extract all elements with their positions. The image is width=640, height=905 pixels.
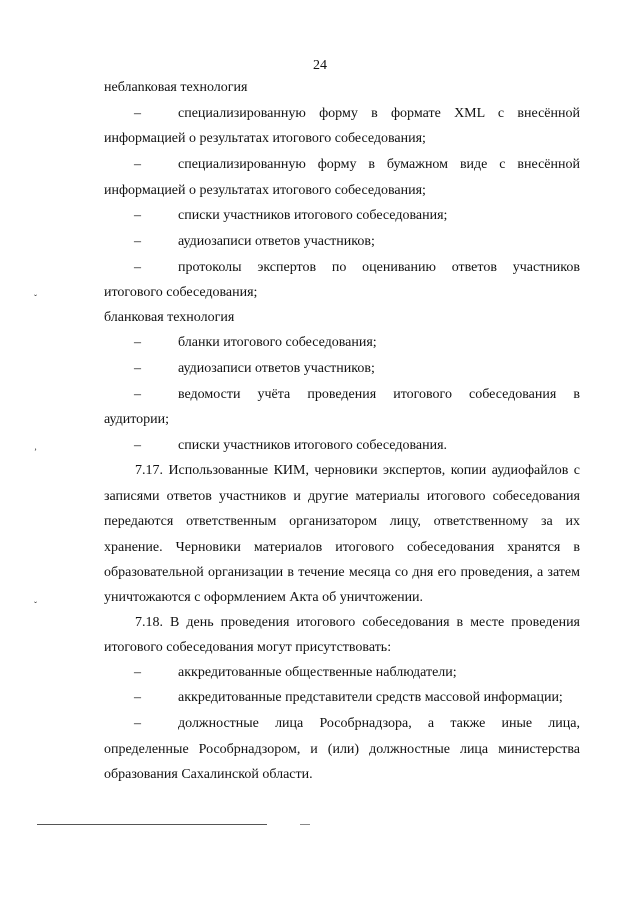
text-line: образования Сахалинской области. [104, 767, 313, 782]
text-line: информацией о результатах итогового собеседования; [104, 131, 426, 146]
scan-mark: ʼ [34, 447, 37, 457]
list-dash: – [134, 157, 141, 172]
text-line: должностные лица Рособрнадзора, а также иные лица, [178, 716, 580, 731]
paragraph-line: 7.17. Использованные КИМ, черновики экспертов, копии аудиофайлов с [135, 463, 580, 478]
list-dash: – [134, 260, 141, 275]
paragraph-line: образовательной организации в течение месяца со дня его проведения, а затем [104, 565, 580, 580]
scan-mark: ˇ [34, 293, 37, 303]
page-number: 24 [313, 58, 327, 73]
list-dash: – [134, 665, 141, 680]
text-line: информацией о результатах итогового собеседования; [104, 183, 426, 198]
text-line: специализированную форму в бумажном виде с внесённой [178, 157, 580, 172]
paragraph-line: 7.18. В день проведения итогового собеседования в месте проведения [135, 615, 580, 630]
list-dash: – [134, 361, 141, 376]
footer-rule-fragment [300, 824, 310, 825]
text-line: списки участников итогового собеседования; [178, 208, 448, 223]
list-dash: – [134, 716, 141, 731]
text-line: неблanковая технология [104, 80, 248, 95]
text-line: списки участников итогового собеседования. [178, 438, 448, 453]
list-dash: – [134, 690, 141, 705]
paragraph-line: передаются ответственным организатором лицу, ответственному за их [104, 514, 580, 529]
text-line: бланковая технология [104, 310, 235, 325]
text-line: специализированную форму в формате XML с внесённой [178, 106, 580, 121]
list-dash: – [134, 438, 141, 453]
list-dash: – [134, 106, 141, 121]
text-line: аудиозаписи ответов участников; [178, 234, 375, 249]
list-dash: – [134, 335, 141, 350]
paragraph-line: хранение. Черновики материалов итогового собеседования хранятся в [104, 540, 580, 555]
text-line: аудитории; [104, 412, 170, 427]
paragraph-line: записями ответов участников и другие материалы итогового собеседования [104, 489, 580, 504]
text-line: итогового собеседования; [104, 285, 258, 300]
list-dash: – [134, 387, 141, 402]
text-line: аккредитованные представители средств массовой информации; [178, 690, 563, 705]
text-line: протоколы экспертов по оцениванию ответов участников [178, 260, 580, 275]
text-line: ведомости учёта проведения итогового собеседования в [178, 387, 580, 402]
list-dash: – [134, 234, 141, 249]
text-line: аккредитованные общественные наблюдатели; [178, 665, 457, 680]
paragraph-line: уничтожаются с оформлением Акта об уничтожении. [104, 590, 424, 605]
scan-mark: ˇ [34, 600, 37, 610]
list-dash: – [134, 208, 141, 223]
text-line: аудиозаписи ответов участников; [178, 361, 375, 376]
text-line: бланки итогового собеседования; [178, 335, 377, 350]
footer-rule [37, 824, 267, 825]
paragraph-line: итогового собеседования могут присутствовать: [104, 640, 392, 655]
text-line: определенные Рособрнадзором, и (или) должностные лица министерства [104, 742, 580, 757]
